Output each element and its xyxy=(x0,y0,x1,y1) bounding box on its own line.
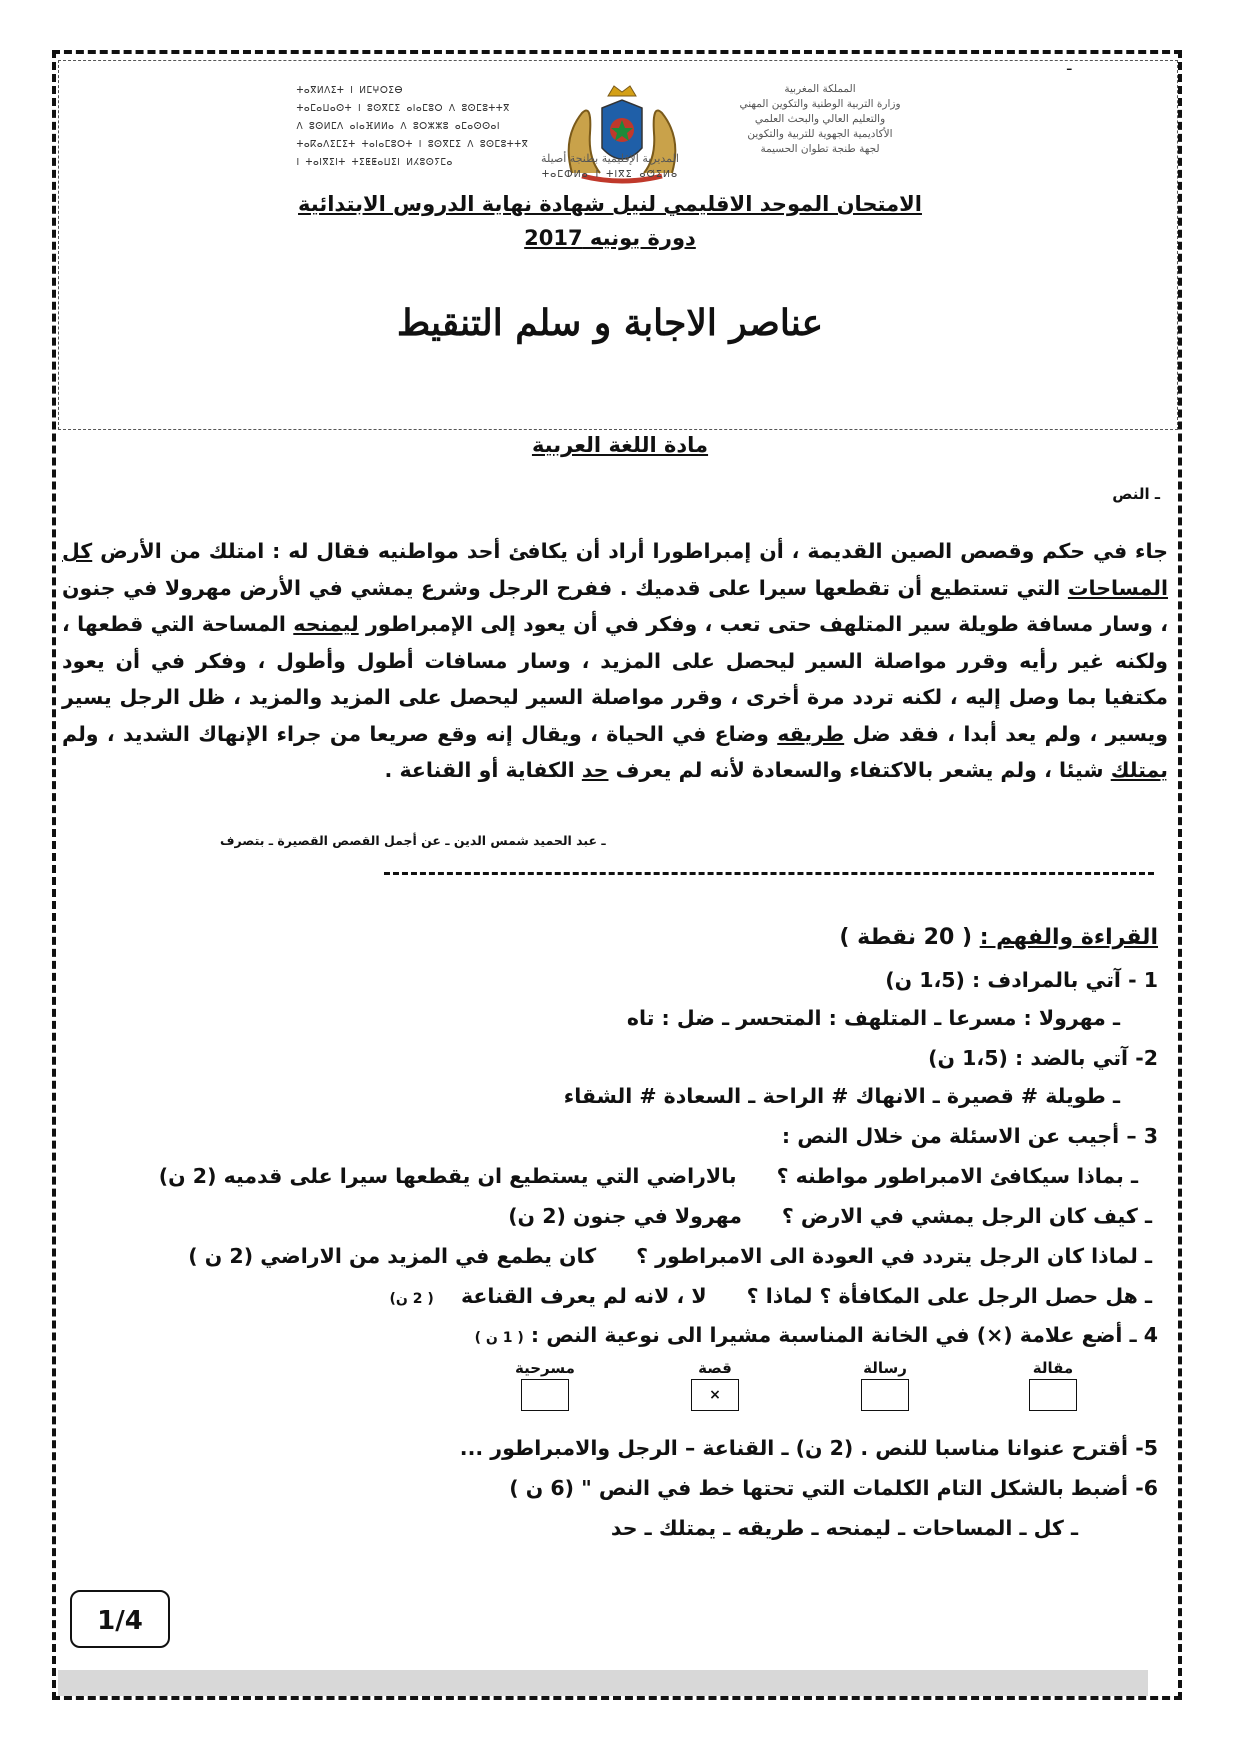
question-3d xyxy=(300,1284,1152,1308)
checkbox-letter[interactable] xyxy=(840,1359,930,1411)
question-1-answers: ـ مهرولا : مسرعا ـ المتلهف : المتحسر ـ ضل : تاه xyxy=(626,1006,1120,1030)
passage-segment: التي تستطيع أن تقطعها سيرا على قدميك . ففرح الرجل وشرع يمشي في الأرض مهرولا في جنون ، وسار مسافة طويلة سير المتلهف حتى تعب ، وفكر في أن يعود إلى الإمبراطور xyxy=(62,575,1168,636)
checkbox-box[interactable] xyxy=(521,1379,569,1411)
provincial-direction-ar: المديرية الإقليمية بطنجة أصيلة xyxy=(541,152,679,165)
question-3d-answer: لا ، لانه لم يعرف القناعة xyxy=(460,1284,707,1308)
passage-segment: جاء في حكم وقصص الصين القديمة ، أن إمبراطورا أراد أن يكافئ أحد مواطنيه فقال له : امتلك من الأرض xyxy=(92,539,1168,563)
tifinagh-line: ⵏ ⵜⴰⵏⴳⵉⵏⵜ ⵜⵉⵟⵟⴰⵡⵉⵏ ⵍⵃⵓⵙⵢⵎⴰ xyxy=(296,157,453,168)
checkbox-box[interactable] xyxy=(1029,1379,1077,1411)
reading-passage xyxy=(62,533,1168,789)
section-points: ( 20 نقطة ) xyxy=(839,925,973,950)
checkbox-label: قصة xyxy=(698,1359,732,1377)
question-3a xyxy=(158,1164,1138,1188)
question-3c xyxy=(188,1244,1152,1268)
question-3b xyxy=(300,1204,1152,1228)
exam-session: دورة يونيه 2017 xyxy=(524,226,696,250)
footer-bar xyxy=(58,1670,1148,1696)
passage-segment: وضاع في الحياة ، ويقال إنه وقع صريعا من جراء الإنهاك الشديد ، ولم xyxy=(62,721,778,746)
answer-key-title: عناصر الاجابة و سلم التنقيط xyxy=(396,302,824,344)
question-2: 2- آتي بالضد : (1،5 ن) xyxy=(928,1046,1158,1070)
passage-segment: المساحة التي قطعها ، ولكنه غير رأيه وقرر مواصلة السير ليحصل على المزيد ، وسار مسافات أطول وأطول ، وفكر في أن يعود مكتفيا بما وصل إليه ، لكنه تردد مرة أخرى ، وقرر مواصلة السير ليحصل على المزيد والمزيد ، ظل الرجل يسير ويسير ، ولم يعد أبدا ، فقد ضل xyxy=(62,612,1169,746)
arabic-admin-line: والتعليم العالي والبحث العلمي xyxy=(754,113,886,125)
question-1: 1 - آتي بالمرادف : (1،5 ن) xyxy=(885,968,1158,992)
question-5: 5- أقترح عنوانا مناسبا للنص . (2 ن) ـ القناعة – الرجل والامبراطور ... xyxy=(459,1436,1158,1460)
checkbox-box[interactable] xyxy=(861,1379,909,1411)
question-3b-answer: مهرولا في جنون (2 ن) xyxy=(508,1204,742,1228)
underlined-word-hadd: حد xyxy=(581,758,609,782)
question-3a-text: ـ بماذا سيكافئ الامبراطور مواطنه ؟ xyxy=(776,1164,1138,1188)
question-3c-text: ـ لماذا كان الرجل يتردد في العودة الى الامبراطور ؟ xyxy=(636,1244,1152,1268)
tifinagh-line: ⵜⴰⴽⴰⴷⵉⵎⵉⵜ ⵜⴰⵏⴰⵎⵓⵔⵜ ⵏ ⵓⵙⴳⵎⵉ ⴷ ⵓⵙⵎⵓⵜⵜⴳ xyxy=(296,139,529,150)
checkbox-play[interactable] xyxy=(490,1359,600,1411)
question-4-points: ( 1 ن ) xyxy=(474,1330,524,1346)
underlined-word-masahat: المساحات xyxy=(1067,575,1168,600)
section-title xyxy=(700,925,1158,950)
provincial-direction-tif: ⵜⴰⵎⵀⵍⴰ ⵏ ⵜⵏⴳⵉ ⴰⵚⵉⵍⴰ xyxy=(541,169,679,180)
underlined-word-tariqahu: طريقه xyxy=(777,721,845,746)
subject-title: مادة اللغة العربية xyxy=(531,433,709,457)
checkbox-story[interactable] xyxy=(670,1359,760,1411)
question-3: 3 – أجيب عن الاسئلة من خلال النص : xyxy=(781,1124,1158,1148)
exam-title: الامتحان الموحد الاقليمي لنيل شهادة نهاية الدروس الابتدائية xyxy=(298,192,922,216)
tifinagh-line: ⵜⴰⵎⴰⵡⴰⵙⵜ ⵏ ⵓⵙⴳⵎⵉ ⴰⵏⴰⵎⵓⵔ ⴷ ⵓⵙⵎⵓⵜⵜⴳ xyxy=(296,103,510,114)
arabic-admin-line: لجهة طنجة تطوان الحسيمة xyxy=(760,143,880,155)
arabic-admin-line: الأكاديمية الجهوية للتربية والتكوين xyxy=(747,128,893,140)
question-3b-text: ـ كيف كان الرجل يمشي في الارض ؟ xyxy=(781,1204,1152,1228)
passage-segment: شيئا ، ولم يشعر بالاكتفاء والسعادة لأنه لم يعرف xyxy=(608,758,1111,782)
separator-line xyxy=(384,872,1154,875)
checkbox-label: مقالة xyxy=(1032,1359,1074,1377)
question-3d-text: ـ هل حصل الرجل على المكافأة ؟ لماذا ؟ xyxy=(746,1284,1152,1308)
question-3d-points: ( 2 ن) xyxy=(389,1291,434,1307)
question-6: 6- أضبط بالشكل التام الكلمات التي تحتها خط في النص " (6 ن ) xyxy=(509,1476,1158,1500)
arabic-admin-line: وزارة التربية الوطنية والتكوين المهني xyxy=(739,98,901,110)
question-3a-answer: بالاراضي التي يستطيع ان يقطعها سيرا على قدميه (2 ن) xyxy=(158,1164,737,1188)
question-4-text: 4 ـ أضع علامة (×) في الخانة المناسبة مشيرا الى نوعية النص : xyxy=(530,1323,1158,1347)
arabic-admin-block xyxy=(700,82,940,157)
checkbox-label: رسالة xyxy=(863,1359,907,1377)
question-3c-answer: كان يطمع في المزيد من الاراضي (2 ن ) xyxy=(188,1244,597,1268)
checkbox-box[interactable]: × xyxy=(691,1379,739,1411)
top-mark: - xyxy=(1066,58,1073,79)
page-number: 1/4 xyxy=(70,1590,170,1648)
question-2-answers: ـ طويلة # قصيرة ـ الانهاك # الراحة ـ السعادة # الشقاء xyxy=(563,1084,1120,1108)
text-label: ـ النص xyxy=(1112,485,1160,503)
checkbox-label: مسرحية xyxy=(515,1359,575,1377)
question-4 xyxy=(430,1323,1158,1347)
passage-source: ـ عبد الحميد شمس الدين ـ عن أجمل القصص القصيرة ـ بتصرف xyxy=(220,833,606,848)
question-6-words: ـ كل ـ المساحات ـ ليمنحه ـ طريقه ـ يمتلك ـ حد xyxy=(610,1516,1078,1540)
passage-segment: الكفاية أو القناعة . xyxy=(384,758,582,782)
section-title-label: القراءة والفهم : xyxy=(979,925,1158,950)
underlined-word-kull: كل xyxy=(62,539,93,563)
tifinagh-line: ⵜⴰⴳⵍⴷⵉⵜ ⵏ ⵍⵎⵖⵔⵉⴱ xyxy=(296,85,403,96)
checkbox-article[interactable] xyxy=(1008,1359,1098,1411)
underlined-word-limnahahu: ليمنحه xyxy=(293,612,359,636)
underlined-word-yamtalik: يمتلك xyxy=(1110,758,1168,782)
tifinagh-line: ⴷ ⵓⵙⵍⵎⴷ ⴰⵏⴰⴼⵍⵍⴰ ⴷ ⵓⵔⵣⵣⵓ ⴰⵎⴰⵙⵙⴰⵏ xyxy=(296,121,501,132)
arabic-admin-line: المملكة المغربية xyxy=(784,83,856,95)
text-type-checkboxes xyxy=(470,1359,1110,1409)
